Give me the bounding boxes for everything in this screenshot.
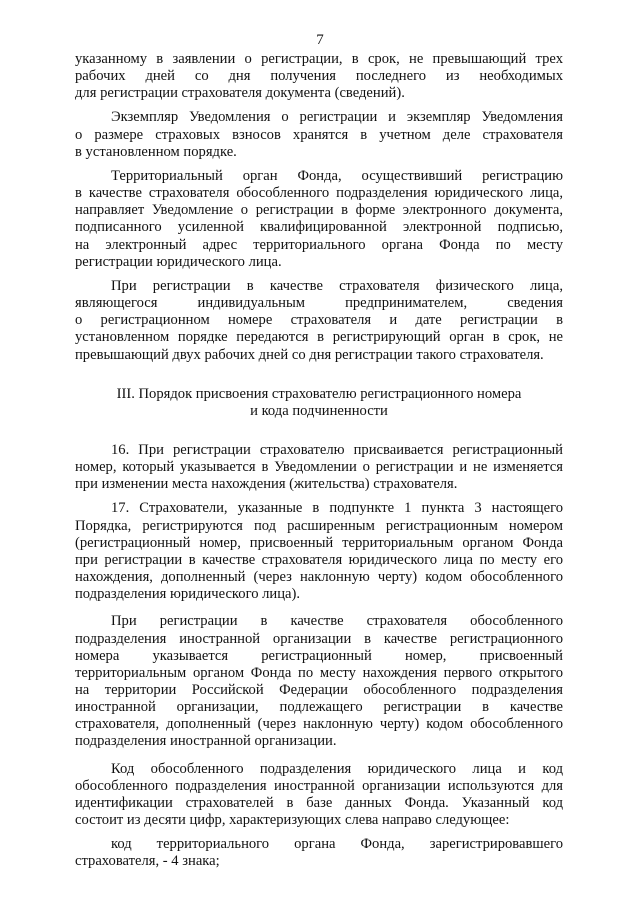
text-line: Порядка, регистрируются под расширенным регистрационным номером (75, 517, 563, 534)
text-line: направляет Уведомление о регистрации в форме электронного документа, (75, 202, 563, 219)
text-line: при регистрации в качестве страхователя юридического лица по месту его (75, 551, 563, 568)
text-line: о размере страховых взносов хранятся в учетном деле страхователя (75, 126, 563, 143)
heading-line: и кода подчиненности (250, 402, 388, 419)
paragraph-foreign-organization (75, 613, 563, 750)
text-line: о регистрационном номере страхователя и дате регистрации в (75, 312, 563, 329)
text-line: При регистрации в качестве страхователя обособленного (111, 613, 563, 630)
text-line: 16. При регистрации страхователю присваивается регистрационный (111, 441, 563, 458)
page-number: 7 (316, 32, 324, 48)
paragraph-16 (75, 442, 563, 493)
paragraph-subdivision-code (75, 761, 563, 830)
section-heading (75, 386, 563, 420)
paragraph-code-part (75, 836, 563, 870)
text-line: превышающий двух рабочих дней со дня регистрации такого страхователя. (75, 346, 544, 363)
text-line: нахождения, дополненный (через наклонную черту) кодом обособленного (75, 569, 563, 586)
paragraph-notification-copies (75, 109, 563, 160)
text-line: номер, который указывается в Уведомлении о регистрации и не изменяется (75, 459, 563, 476)
text-line: территориальным органом Фонда по месту нахождения первого открытого (75, 664, 563, 681)
text-line: состоит из десяти цифр, характеризующих слева направо следующее: (75, 812, 510, 829)
text-line: в установленном порядке. (75, 143, 237, 160)
text-line: номера указывается регистрационный номер, присвоенный (75, 647, 563, 664)
text-line: Код обособленного подразделения юридического лица и код (111, 760, 563, 777)
document-body (75, 51, 563, 871)
text-line: (регистрационный номер, присвоенный территориальным органом Фонда (75, 534, 563, 551)
paragraph-individual-entrepreneur (75, 278, 563, 364)
text-line: при изменении места нахождения (жительства) страхователя. (75, 476, 458, 493)
text-line: 17. Страхователи, указанные в подпункте 1 пункта 3 настоящего (111, 500, 563, 517)
text-line: код территориального органа Фонда, зарегистрировавшего (111, 836, 563, 853)
text-line: идентификации страхователей в базе данных Фонда. Указанный код (75, 794, 563, 811)
text-line: являющегося индивидуальным предпринимателем, сведения (75, 295, 563, 312)
text-line: страхователя, дополненный (через наклонную черту) кодом обособленного (75, 716, 563, 733)
text-line: подписанного усиленной квалифицированной электронной подписью, (75, 219, 563, 236)
text-line: регистрации юридического лица. (75, 253, 282, 270)
text-line: подразделения иностранной организации. (75, 733, 337, 750)
text-line: При регистрации в качестве страхователя физического лица, (111, 277, 563, 294)
text-line: в качестве страхователя обособленного подразделения юридического лица, (75, 185, 563, 202)
text-line: указанному в заявлении о регистрации, в срок, не превышающий трех (75, 51, 563, 67)
paragraph-continuation (75, 51, 563, 102)
heading-line: III. Порядок присвоения страхователю регистрационного номера (116, 385, 522, 402)
text-line: подразделения юридического лица). (75, 586, 301, 603)
paragraph-territorial-body (75, 168, 563, 271)
text-line: рабочих дней со дня получения последнего из необходимых (75, 68, 563, 85)
text-line: для регистрации страхователя документа (сведений). (75, 85, 405, 102)
text-line: обособленного подразделения иностранной организации используются для (75, 777, 563, 794)
text-line: Экземпляр Уведомления о регистрации и экземпляр Уведомления (111, 109, 563, 126)
text-line: страхователя, - 4 знака; (75, 853, 220, 870)
text-line: иностранной организации, подлежащего регистрации в качестве (75, 699, 563, 716)
text-line: подразделения иностранной организации в качестве регистрационного (75, 630, 563, 647)
text-line: на территории Российской Федерации обособленного подразделения (75, 682, 563, 698)
text-line: на электронный адрес территориального органа Фонда по месту (75, 236, 563, 253)
text-line: установленном порядке передаются в регистрирующий орган в срок, не (75, 329, 563, 346)
paragraph-17 (75, 500, 563, 603)
text-line: Территориальный орган Фонда, осуществивший регистрацию (111, 167, 563, 184)
